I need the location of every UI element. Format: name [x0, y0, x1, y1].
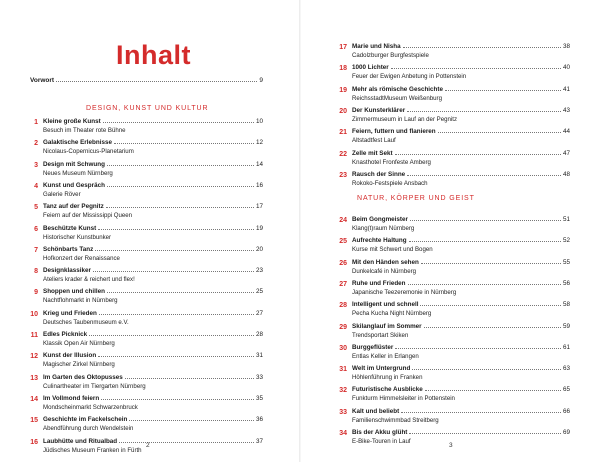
entry-page: 36	[255, 416, 263, 424]
entry-title: Bis der Akku glüht	[352, 429, 408, 436]
entry-subtitle: Nicolaus-Copernicus-Planetarium	[43, 148, 134, 156]
entry-page: 38	[562, 43, 570, 50]
entry-title-line	[352, 259, 570, 266]
leader-dots	[407, 107, 561, 112]
entry-number: 14	[30, 395, 38, 403]
entry-number: 32	[339, 387, 347, 395]
entry-title-line	[352, 43, 570, 50]
entry-subtitle: Feiern auf der Mississippi Queen	[43, 212, 133, 220]
toc-entry[interactable]	[333, 323, 570, 345]
entry-title: Rausch der Sinne	[352, 170, 406, 178]
toc-entry[interactable]	[333, 237, 570, 259]
entry-subtitle: Mondscheinmarkt Schwarzenbruck	[43, 403, 138, 411]
entry-page: 55	[562, 258, 570, 266]
leader-dots	[93, 267, 254, 272]
leader-dots	[425, 386, 561, 391]
entry-subtitle: Culinartheater im Tiergarten Nürnberg	[43, 382, 146, 390]
leader-dots	[101, 395, 254, 400]
entry-page: 52	[562, 237, 570, 245]
entry-number: 24	[339, 217, 347, 224]
leader-dots	[421, 259, 561, 264]
toc-entry[interactable]	[333, 128, 570, 150]
entry-subtitle: Dunkelcafé in Nürnberg	[352, 267, 417, 275]
entry-subtitle: Hofkonzert der Renaissance	[43, 254, 120, 262]
entry-page: 10	[255, 118, 263, 125]
entry-title-line	[43, 416, 263, 423]
entry-title: Shoppen und chillen	[43, 288, 105, 296]
entry-number: 23	[339, 171, 347, 179]
toc-entry[interactable]	[333, 259, 570, 281]
entry-title: Intelligent und schnell	[352, 301, 419, 309]
entry-title: Schönbarts Tanz	[43, 245, 94, 253]
toc-entry[interactable]	[24, 416, 263, 438]
leader-dots	[106, 203, 254, 208]
entry-number: 20	[339, 107, 347, 115]
entry-title: Futuristische Ausblicke	[352, 386, 423, 394]
toc-entry[interactable]	[333, 344, 570, 366]
entry-page: 33	[255, 373, 263, 381]
leader-dots	[424, 323, 561, 328]
toc-entry[interactable]	[24, 203, 263, 225]
entry-subtitle: Nachtflohmarkt in Nürnberg	[43, 297, 118, 305]
entry-subtitle: Pecha Kucha Night Nürnberg	[352, 310, 432, 318]
entry-subtitle: Familienschwimmbad Streitberg	[352, 416, 439, 424]
entry-title-line	[43, 139, 263, 146]
vorwort-label: Vorwort	[30, 77, 55, 84]
entry-title: Kleine große Kunst	[43, 118, 101, 125]
toc-entry[interactable]	[333, 408, 570, 430]
leader-dots	[410, 216, 561, 221]
entry-title: Kunst und Gespräch	[43, 181, 105, 189]
entry-title: Feiern, futtern und flanieren	[352, 128, 436, 136]
entry-title-line	[352, 86, 570, 93]
entry-number: 26	[339, 259, 347, 267]
toc-entry[interactable]	[24, 352, 263, 374]
entry-title-line	[352, 107, 570, 114]
entry-title: Beim Gongmeister	[352, 216, 408, 223]
entry-title-line	[43, 395, 263, 402]
entry-subtitle: Cadolzburger Burgfestspiele	[352, 52, 429, 59]
entry-page: 69	[562, 429, 570, 436]
entry-number: 19	[339, 86, 347, 94]
toc-entry[interactable]	[333, 386, 570, 408]
entry-subtitle: Galerie Röver	[43, 190, 81, 198]
leader-dots	[98, 225, 254, 230]
entry-title: Laubhütte und Ritualbad	[43, 437, 118, 445]
vorwort-page: 9	[259, 77, 263, 84]
entry-title-line	[43, 374, 263, 381]
entry-subtitle: Höhlenführung in Franken	[352, 374, 423, 382]
entry-title: Der Kunsterklärer	[352, 106, 406, 114]
leader-dots	[125, 374, 254, 379]
page-number-left: 2	[146, 442, 150, 449]
leader-dots	[438, 128, 561, 133]
entry-page: 43	[562, 106, 570, 114]
entry-page: 31	[255, 352, 263, 360]
entry-title: Kalt und beliebt	[352, 407, 400, 415]
entry-subtitle: Entlas Keller in Erlangen	[352, 352, 419, 360]
entry-title-line	[352, 237, 570, 244]
leader-dots	[99, 310, 254, 315]
entry-title-line	[43, 246, 263, 253]
entry-page: 44	[562, 128, 570, 136]
leader-dots	[103, 118, 254, 123]
entry-number: 16	[30, 438, 38, 446]
entry-title: Tanz auf der Pegnitz	[43, 203, 104, 211]
entry-subtitle: Kurse mit Schwert und Bogen	[352, 246, 433, 254]
entry-title-line	[352, 150, 570, 157]
entry-title-line	[352, 429, 570, 436]
entry-number: 3	[34, 161, 38, 169]
entry-number: 22	[339, 150, 347, 158]
entry-page: 48	[562, 170, 570, 178]
section-heading-natur: NATUR, KÖRPER UND GEIST	[357, 195, 475, 202]
entry-number: 34	[339, 430, 347, 437]
entry-subtitle: Rokoko-Festspiele Ansbach	[352, 179, 428, 187]
entry-subtitle: Zimmermuseum in Lauf an der Pegnitz	[352, 115, 457, 123]
toc-entry[interactable]	[24, 310, 263, 332]
toc-entry[interactable]	[24, 395, 263, 417]
entry-number: 30	[339, 344, 347, 352]
entry-subtitle: Besuch im Theater rote Bühne	[43, 127, 126, 134]
entry-title: Mehr als römische Geschichte	[352, 85, 443, 93]
entry-subtitle: Feuer der Ewigen Anbetung in Pottenstein	[352, 73, 467, 81]
entry-page: 14	[255, 160, 263, 168]
entry-title-line	[352, 216, 570, 223]
entry-title: Mit den Händen sehen	[352, 258, 419, 266]
leader-dots	[391, 64, 561, 69]
entry-page: 12	[255, 139, 263, 147]
entry-subtitle: Altstadtfest Lauf	[352, 137, 396, 145]
entry-title-line	[352, 301, 570, 308]
leader-dots	[119, 438, 254, 443]
entry-number: 11	[30, 332, 38, 339]
entry-page: 65	[562, 386, 570, 394]
entry-title: Marie und Nisha	[352, 43, 401, 50]
leader-dots	[445, 86, 561, 91]
entry-title: Im Garten des Oktopusses	[43, 373, 123, 381]
entry-title: Im Vollmond feiern	[43, 394, 100, 402]
entry-subtitle: Trendsportart Skiken	[352, 331, 409, 339]
entry-title: Edles Picknick	[43, 331, 88, 338]
entry-title-line	[352, 365, 570, 372]
page-number-right: 3	[449, 442, 453, 449]
entry-subtitle: Neues Museum Nürnberg	[43, 169, 113, 177]
section-heading-design: DESIGN, KUNST UND KULTUR	[86, 105, 209, 112]
page-title: Inhalt	[116, 40, 191, 70]
toc-entry[interactable]	[333, 365, 570, 387]
leader-dots	[114, 139, 254, 144]
entry-page: 59	[562, 322, 570, 330]
entry-number: 2	[34, 140, 38, 148]
entry-number: 17	[339, 44, 347, 51]
entry-number: 9	[34, 289, 38, 297]
leader-dots	[420, 301, 561, 306]
entry-title: Welt im Untergrund	[352, 365, 411, 373]
leader-dots	[412, 365, 561, 370]
entry-number: 21	[339, 129, 347, 137]
entry-subtitle: Deutsches Taubenmuseum e.V.	[43, 318, 129, 326]
toc-entry[interactable]	[24, 246, 263, 268]
entry-page: 17	[255, 203, 263, 211]
entry-number: 25	[339, 238, 347, 246]
entry-subtitle: Ateliers krader & reichert und flex!	[43, 276, 135, 284]
entry-title-line	[352, 280, 570, 287]
entry-subtitle: Jüdisches Museum Franken in Fürth	[43, 446, 142, 454]
leader-dots	[98, 352, 254, 357]
entry-number: 13	[30, 374, 38, 382]
leader-dots	[107, 161, 254, 166]
entry-number: 29	[339, 323, 347, 331]
entry-page: 40	[562, 64, 570, 72]
toc-entry[interactable]	[24, 139, 263, 161]
entry-page: 66	[562, 407, 570, 415]
leader-dots	[56, 77, 257, 82]
toc-entry[interactable]	[333, 43, 570, 65]
entry-title: Designklassiker	[43, 267, 91, 275]
entry-page: 20	[255, 245, 263, 253]
entry-number: 33	[339, 408, 347, 416]
entry-number: 15	[30, 417, 38, 425]
entry-page: 58	[562, 301, 570, 309]
entry-page: 23	[255, 267, 263, 275]
entry-subtitle: Klang(t)raum Nürnberg	[352, 225, 415, 232]
entry-title: Burggeflüster	[352, 343, 394, 351]
toc-vorwort[interactable]	[30, 77, 263, 84]
toc-entry[interactable]	[333, 216, 570, 238]
entry-page: 61	[562, 343, 570, 351]
entry-title: Kunst der Illusion	[43, 352, 97, 360]
entry-title-line	[43, 267, 263, 274]
entry-subtitle: Klassik Open Air Nürnberg	[43, 340, 115, 347]
entry-title-line	[43, 118, 263, 125]
entry-title-line	[43, 182, 263, 189]
toc-entry[interactable]	[24, 331, 263, 353]
entry-subtitle: Historischer Kunstbunker	[43, 233, 112, 241]
entry-title-line	[43, 331, 263, 338]
entry-title: 1000 Lichter	[352, 64, 389, 72]
toc-entry[interactable]	[333, 280, 570, 302]
entry-page: 16	[255, 181, 263, 189]
entry-number: 4	[34, 182, 38, 190]
toc-entry[interactable]	[24, 225, 263, 247]
entry-title-line	[352, 64, 570, 71]
entry-page: 19	[255, 224, 263, 232]
entry-number: 6	[34, 225, 38, 233]
entry-number: 5	[34, 204, 38, 212]
entry-title: Geschichte im Fackelschein	[43, 416, 128, 424]
toc-entry[interactable]	[333, 171, 570, 193]
entry-number: 8	[34, 268, 38, 276]
entry-number: 28	[339, 302, 347, 310]
entry-page: 51	[562, 216, 570, 223]
leader-dots	[408, 280, 561, 285]
leader-dots	[107, 288, 254, 293]
toc-entry[interactable]	[24, 267, 263, 289]
entry-title-line	[43, 203, 263, 210]
toc-entry[interactable]	[24, 118, 263, 140]
toc-entry[interactable]	[24, 182, 263, 204]
entry-page: 27	[255, 309, 263, 317]
entry-page: 63	[562, 365, 570, 373]
entry-title: Beschützte Kunst	[43, 224, 97, 232]
entry-title-line	[352, 386, 570, 393]
entry-title: Design mit Schwung	[43, 160, 105, 168]
entry-number: 31	[339, 366, 347, 374]
toc-entry[interactable]	[24, 288, 263, 310]
entry-title: Ruhe und Frieden	[352, 279, 406, 287]
leader-dots	[395, 344, 561, 349]
entry-subtitle: Knasthotel Fronfeste Amberg	[352, 158, 431, 166]
entry-subtitle: E-Bike-Touren in Lauf	[352, 438, 411, 445]
entry-title: Aufrechte Haltung	[352, 237, 407, 245]
entry-subtitle: Japanische Teezeremonie in Nürnberg	[352, 288, 457, 296]
entry-page: 41	[562, 85, 570, 93]
leader-dots	[409, 429, 561, 434]
entry-title-line	[43, 288, 263, 295]
leader-dots	[95, 246, 254, 251]
entry-number: 1	[34, 119, 38, 126]
toc-entry[interactable]	[333, 107, 570, 129]
entry-number: 10	[30, 310, 38, 318]
leader-dots	[407, 171, 561, 176]
leader-dots	[89, 331, 254, 336]
leader-dots	[403, 43, 561, 48]
entry-subtitle: Abendführung durch Wendelstein	[43, 425, 134, 433]
entry-number: 27	[339, 280, 347, 288]
entry-title-line	[43, 438, 263, 445]
leader-dots	[395, 150, 561, 155]
leader-dots	[107, 182, 254, 187]
entry-number: 18	[339, 65, 347, 73]
entry-page: 35	[255, 394, 263, 402]
entry-title: Galaktische Erlebnisse	[43, 139, 112, 147]
gutter	[299, 0, 301, 462]
leader-dots	[409, 237, 561, 242]
entry-subtitle: Funkturm Himmelsleiter in Pottenstein	[352, 395, 455, 403]
entry-title-line	[352, 408, 570, 415]
toc-entry[interactable]	[24, 161, 263, 183]
entry-number: 7	[34, 246, 38, 254]
entry-subtitle: ReichsstadtMuseum Weißenburg	[352, 94, 442, 102]
entry-title-line	[43, 161, 263, 168]
entry-number: 12	[30, 353, 38, 361]
entry-title-line	[43, 352, 263, 359]
entry-page: 47	[562, 149, 570, 157]
entry-page: 37	[255, 437, 263, 445]
toc-entry[interactable]	[333, 150, 570, 172]
toc-entry[interactable]	[24, 374, 263, 396]
entry-page: 25	[255, 288, 263, 296]
entry-title-line	[352, 171, 570, 178]
toc-entry[interactable]	[24, 438, 263, 460]
leader-dots	[401, 408, 561, 413]
toc-entry[interactable]	[333, 64, 570, 86]
toc-entry[interactable]	[333, 301, 570, 323]
entry-title-line	[352, 128, 570, 135]
entry-page: 28	[255, 331, 263, 338]
entry-title: Krieg und Frieden	[43, 309, 97, 317]
entry-title: Zelle mit Sekt	[352, 149, 393, 157]
toc-entry[interactable]	[333, 86, 570, 108]
entry-subtitle: Magischer Zirkel Nürnberg	[43, 361, 115, 369]
entry-title: Skilanglauf im Sommer	[352, 322, 422, 330]
entry-title-line	[352, 344, 570, 351]
leader-dots	[129, 416, 254, 421]
entry-page: 56	[562, 279, 570, 287]
entry-title-line	[43, 225, 263, 232]
entry-title-line	[43, 310, 263, 317]
entry-title-line	[352, 323, 570, 330]
